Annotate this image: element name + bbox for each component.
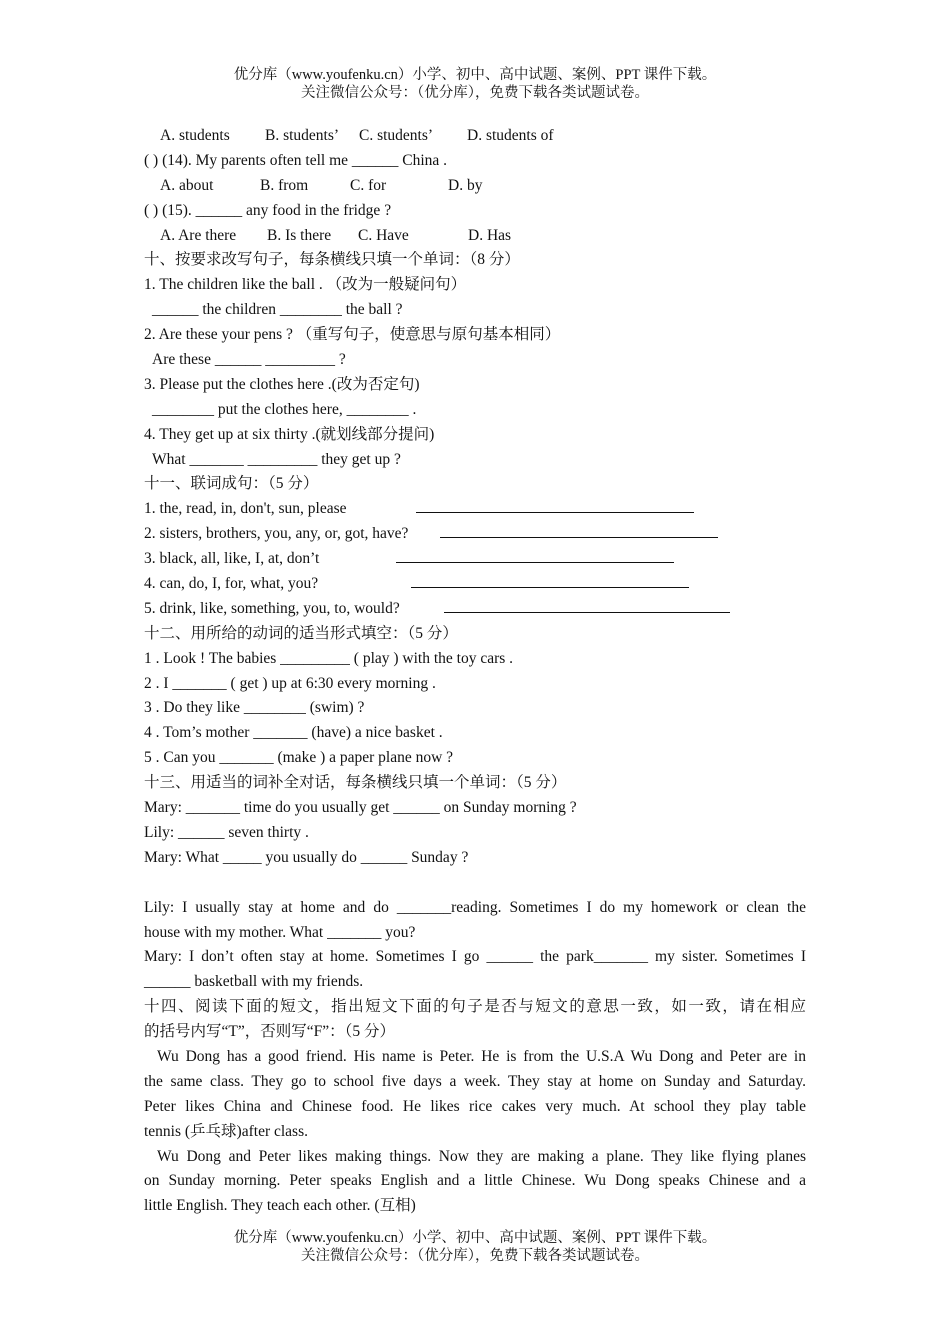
- footer-line-2: 关注微信公众号：（优分库），免费下载各类试题试卷。: [301, 1248, 649, 1264]
- s10-q1: 1. The children like the ball . （改为一般疑问句）: [144, 276, 467, 294]
- s11-item-1: [144, 497, 806, 522]
- s12-item-4: 4 . Tom’s mother _______ (have) a nice basket .: [144, 724, 443, 742]
- s11-answer-line-1[interactable]: [416, 497, 694, 522]
- q13-option-c: C. students’: [359, 127, 434, 144]
- header-line-1: 优分库（www.youfenku.cn）小学、初中、高中试题、案例、PPT 课件下载。: [233, 67, 717, 83]
- s10-q2-answer: Are these ______ _________ ?: [152, 351, 346, 369]
- s13-lily-line-2: house with my mother. What _______ you?: [144, 923, 416, 941]
- page-header: [0, 66, 950, 102]
- q14-question: ( ) (14). My parents often tell me ______ China .: [144, 151, 448, 169]
- q13-option-a: A. students: [160, 127, 230, 144]
- section-14-title-line-1: 十四、阅读下面的短文，指出短文下面的句子是否与短文的意思一致，如一致，请在相应: [144, 998, 806, 1016]
- s10-q4-answer: What _______ _________ they get up ?: [152, 450, 401, 468]
- s10-q1-answer: ______ the children ________ the ball ?: [152, 301, 403, 319]
- s12-item-3: 3 . Do they like ________ (swim) ?: [144, 699, 365, 717]
- q14-options: [144, 174, 806, 199]
- s11-item-3: [144, 547, 806, 572]
- q13-options: [144, 124, 806, 149]
- s11-item-4: [144, 572, 806, 597]
- s11-item-2: [144, 522, 806, 547]
- section-13-title: 十三、用适当的词补全对话，每条横线只填一个单词：（5 分）: [144, 774, 567, 792]
- q14-option-b: B. from: [260, 176, 309, 194]
- q15-question: ( ) (15). ______ any food in the fridge ?: [144, 201, 392, 219]
- s11-answer-line-3[interactable]: [396, 547, 674, 572]
- s11-item-5: [144, 597, 806, 622]
- q14-option-a: A. about: [160, 176, 214, 194]
- s11-answer-line-2[interactable]: [440, 522, 718, 547]
- s12-item-2: 2 . I _______ ( get ) up at 6:30 every morning .: [144, 674, 436, 692]
- s11-answer-line-5[interactable]: [444, 597, 730, 622]
- s11-words-4: 4. can, do, I, for, what, you?: [144, 575, 319, 593]
- s13-dialog-1: Mary: _______ time do you usually get ______ on Sunday morning ?: [144, 799, 577, 817]
- q15-options: [144, 224, 806, 249]
- reading-p1-line-2: the same class. They go to school five days a week. They stay at home on Sunday and Saturday.: [144, 1072, 806, 1090]
- reading-p1-line-3: Peter likes China and Chinese food. He likes rice cakes very much. At school they play table: [144, 1097, 806, 1115]
- q13-option-d: D. students of: [467, 127, 554, 144]
- s12-item-1: 1 . Look ! The babies _________ ( play ) with the toy cars .: [144, 649, 514, 667]
- s13-mary-line-2: ______ basketball with my friends.: [144, 973, 364, 991]
- q13-option-b: B. students’: [265, 127, 340, 144]
- s10-q4: 4. They get up at six thirty .(就划线部分提问): [144, 425, 435, 443]
- s12-item-5: 5 . Can you _______ (make ) a paper plane now ?: [144, 749, 454, 767]
- reading-p1-line-4: tennis (乒乓球)after class.: [144, 1122, 308, 1140]
- worksheet-body: [144, 124, 806, 1219]
- q15-option-c: C. Have: [358, 226, 409, 244]
- s13-lily-line-1: Lily: I usually stay at home and do _______reading. Sometimes I do my homework or clean the: [144, 898, 806, 916]
- q15-option-b: B. Is there: [267, 226, 332, 244]
- blank-line: [144, 871, 806, 896]
- q14-option-d: D. by: [448, 176, 483, 194]
- reading-p2-line-1: Wu Dong and Peter likes making things. Now they are making a plane. They like flying planes: [157, 1147, 806, 1165]
- section-10-title: 十、按要求改写句子，每条横线只填一个单词：（8 分）: [144, 251, 520, 269]
- page-footer: [0, 1229, 950, 1265]
- q15-option-a: A. Are there: [160, 226, 237, 244]
- s11-words-5: 5. drink, like, something, you, to, would?: [144, 599, 400, 617]
- section-11-title: 十一、联词成句：（5 分）: [144, 475, 319, 493]
- section-12-title: 十二、用所给的动词的适当形式填空：（5 分）: [144, 624, 458, 642]
- header-line-2: 关注微信公众号：（优分库），免费下载各类试题试卷。: [301, 85, 649, 101]
- s10-q3: 3. Please put the clothes here .(改为否定句): [144, 375, 420, 393]
- s11-words-1: 1. the, read, in, don't, sun, please: [144, 500, 347, 518]
- footer-line-1: 优分库（www.youfenku.cn）小学、初中、高中试题、案例、PPT 课件下载。: [233, 1230, 717, 1246]
- section-14-title-line-2: 的括号内写“T”，否则写“F”：（5 分）: [144, 1023, 395, 1041]
- s10-q3-answer: ________ put the clothes here, ________ .: [152, 400, 417, 418]
- s13-dialog-2: Lily: ______ seven thirty .: [144, 823, 309, 841]
- q14-option-c: C. for: [350, 176, 387, 194]
- reading-p2-line-2: on Sunday morning. Peter speaks English and a little Chinese. Wu Dong speaks Chinese and a: [144, 1172, 806, 1190]
- s11-words-2: 2. sisters, brothers, you, any, or, got, have?: [144, 525, 409, 543]
- s13-dialog-3: Mary: What _____ you usually do ______ Sunday ?: [144, 848, 469, 866]
- reading-p2-line-3: little English. They teach each other. (互相): [144, 1197, 416, 1215]
- s11-words-3: 3. black, all, like, I, at, don’t: [144, 550, 320, 568]
- reading-p1-line-1: Wu Dong has a good friend. His name is Peter. He is from the U.S.A Wu Dong and Peter are in: [157, 1047, 806, 1065]
- s10-q2: 2. Are these your pens ? （重写句子，使意思与原句基本相同）: [144, 326, 561, 344]
- q15-option-d: D. Has: [468, 226, 512, 244]
- s13-mary-line-1: Mary: I don’t often stay at home. Sometimes I go ______ the park_______ my sister. Sometimes I: [144, 948, 806, 966]
- s11-answer-line-4[interactable]: [411, 572, 689, 597]
